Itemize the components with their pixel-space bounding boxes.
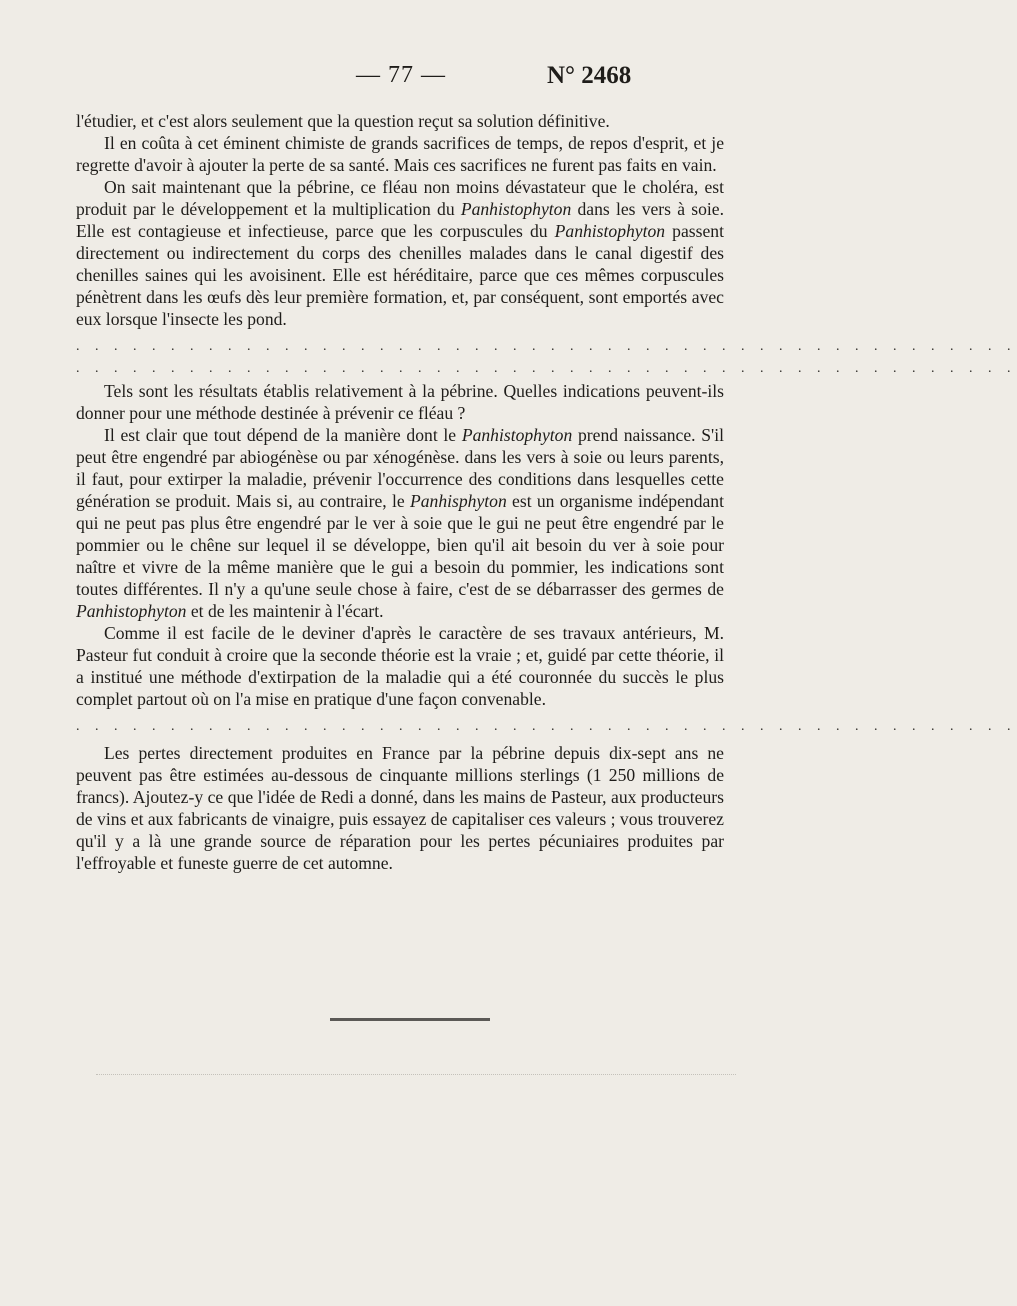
paragraph-continued: l'étudier, et c'est alors seulement que la question reçut sa solution définitive.: [76, 111, 610, 131]
ellipsis-line: . . . . . . . . . . . . . . . . . . . . . . . . . . . . . . . . . . . . . . . . . . . . . . . . . .: [76, 719, 1017, 734]
bleed-through-marks: [96, 1060, 736, 1075]
closing-rule: [330, 1018, 490, 1021]
issue-number: N° 2468: [547, 62, 632, 89]
species-name: Panhisphyton: [409, 491, 507, 511]
species-name: Panhistophyton: [554, 221, 666, 241]
paragraph-results: Tels sont les résultats établis relativement à la pébrine. Quelles indications peuvent-ils donner pour une méthode destinée à prévenir ce fléau ?: [76, 381, 724, 423]
species-name: Panhistophyton: [461, 425, 573, 445]
paragraph-pasteur-method: Comme il est facile de le deviner d'après le caractère de ses travaux antérieurs, M. Pasteur fut conduit à croire que la seconde théorie est la vraie ; et, guidé par cette théorie, il a institué une méthode d'extirpation de la maladie qui a été couronnée du succès le plus complet partout où on l'a mise en pratique d'une façon convenable.: [76, 623, 724, 709]
page-number: — 77 —: [356, 62, 446, 88]
ellipsis-line: . . . . . . . . . . . . . . . . . . . . . . . . . . . . . . . . . . . . . . . . . . . . . . . . . .: [76, 361, 1017, 376]
paragraph-theories: Il est clair que tout dépend de la manière dont le Panhistophyton prend naissance. S'il peut être engendré par abiogénèse ou par xénogénèse. dans les vers à soie ou leurs parents, il faut, pour extirper la maladie, prévenir l'occurrence des conditions dans lesquelles cette génération se produit. Mais si, au contraire, le Panhisphyton est un organisme indépendant qui ne peut pas plus être engendré par le ver à soie que le gui ne peut être engendré par le pommier ou le chêne sur lequel il se développe, bien qu'il ait besoin du ver à soie pour naître et vivre de la même manière que le gui a besoin du pommier, les indications sont toutes différentes. Il n'y a qu'une seule chose à faire, c'est de se débarrasser des germes de Panhistophyton et de les maintenir à l'écart.: [76, 425, 724, 621]
paragraph-losses: Les pertes directement produites en France par la pébrine depuis dix-sept ans ne peuvent pas être estimées au-dessous de cinquante millions sterlings (1 250 millions de francs). Ajoutez-y ce que l'idée de Redi a donné, dans les mains de Pasteur, aux producteurs de vins et aux fabricants de vinaigre, puis essayez de capitaliser ces valeurs ; vous trouverez qu'il y a là une grande source de réparation pour les pertes pécuniaires produites par l'effroyable et funeste guerre de cet automne.: [76, 743, 724, 873]
paragraph-sacrifices: Il en coûta à cet éminent chimiste de grands sacrifices de temps, de repos d'esprit, et je regrette d'avoir à ajouter la perte de sa santé. Mais ces sacrifices ne furent pas faits en vain.: [76, 133, 724, 175]
page-header: [0, 62, 800, 98]
article-body: [76, 110, 1017, 874]
paragraph-pebrine-cause: On sait maintenant que la pébrine, ce fléau non moins dévastateur que le choléra, est produit par le développement et la multiplication du Panhistophyton dans les vers à soie. Elle est contagieuse et infectieuse, parce que les corpuscules du Panhistophyton passent directement ou indirectement du corps des chenilles malades dans le canal digestif des chenilles saines qui les avoisinent. Elle est héréditaire, parce que ces mêmes corpuscules pénètrent dans les œufs dès leur première formation, et, par conséquent, sont emportés avec eux lorsque l'insecte les pond.: [76, 177, 724, 329]
species-name: Panhistophyton: [76, 601, 187, 621]
ellipsis-line: . . . . . . . . . . . . . . . . . . . . . . . . . . . . . . . . . . . . . . . . . . . . . . . . . .: [76, 339, 1017, 354]
species-name: Panhistophyton: [460, 199, 572, 219]
